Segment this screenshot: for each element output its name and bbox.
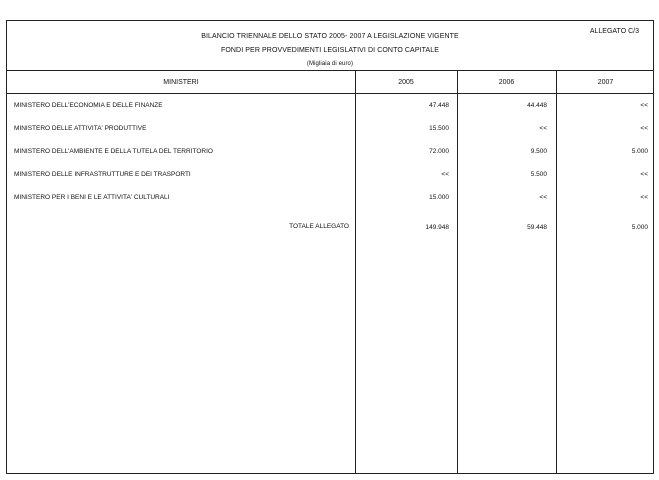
row-ministero: MINISTERO DELLE ATTIVITA' PRODUTTIVE <box>14 125 147 132</box>
row-value-2007: << <box>640 102 648 109</box>
row-value-2005: 15.000 <box>429 194 449 201</box>
column-divider-3 <box>556 70 557 474</box>
document-title: BILANCIO TRIENNALE DELLO STATO 2005- 2007 A LEGISLAZIONE VIGENTE <box>201 33 459 40</box>
row-ministero: MINISTERO DELL'ECONOMIA E DELLE FINANZE <box>14 102 163 109</box>
row-value-2005: << <box>441 171 449 178</box>
total-value-2005: 149.948 <box>425 224 449 231</box>
total-value-2007: 5.000 <box>631 224 648 231</box>
total-label: TOTALE ALLEGATO <box>289 223 349 230</box>
allegato-reference: ALLEGATO C/3 <box>589 28 639 35</box>
row-value-2007: << <box>640 171 648 178</box>
row-ministero: MINISTERO DELL'AMBIENTE E DELLA TUTELA DEL TERRITORIO <box>14 148 213 155</box>
total-value-2006: 59.448 <box>527 224 547 231</box>
row-value-2006: << <box>539 125 547 132</box>
document-frame <box>6 20 654 474</box>
row-value-2006: << <box>539 194 547 201</box>
row-value-2007: 5.000 <box>631 148 648 155</box>
row-value-2006: 5.500 <box>530 171 547 178</box>
row-ministero: MINISTERO PER I BENI E LE ATTIVITA' CULTURALI <box>14 194 170 201</box>
row-value-2006: 44.448 <box>527 102 547 109</box>
units-note: (Migliaia di euro) <box>306 61 354 67</box>
column-header-ministeri: MINISTERI <box>163 79 199 86</box>
column-header-2006: 2006 <box>498 79 515 86</box>
column-divider-1 <box>355 70 356 474</box>
column-header-2005: 2005 <box>398 79 414 86</box>
row-value-2006: 9.500 <box>530 148 547 155</box>
column-divider-2 <box>457 70 458 474</box>
row-value-2005: 15.500 <box>429 125 449 132</box>
row-ministero: MINISTERO DELLE INFRASTRUTTURE E DEI TRASPORTI <box>14 171 191 178</box>
document-subtitle: FONDI PER PROVVEDIMENTI LEGISLATIVI DI CONTO CAPITALE <box>220 47 440 54</box>
row-value-2005: 72.000 <box>429 148 449 155</box>
row-value-2005: 47.448 <box>429 102 449 109</box>
row-value-2007: << <box>640 125 648 132</box>
column-header-2007: 2007 <box>597 79 614 86</box>
row-value-2007: << <box>640 194 648 201</box>
